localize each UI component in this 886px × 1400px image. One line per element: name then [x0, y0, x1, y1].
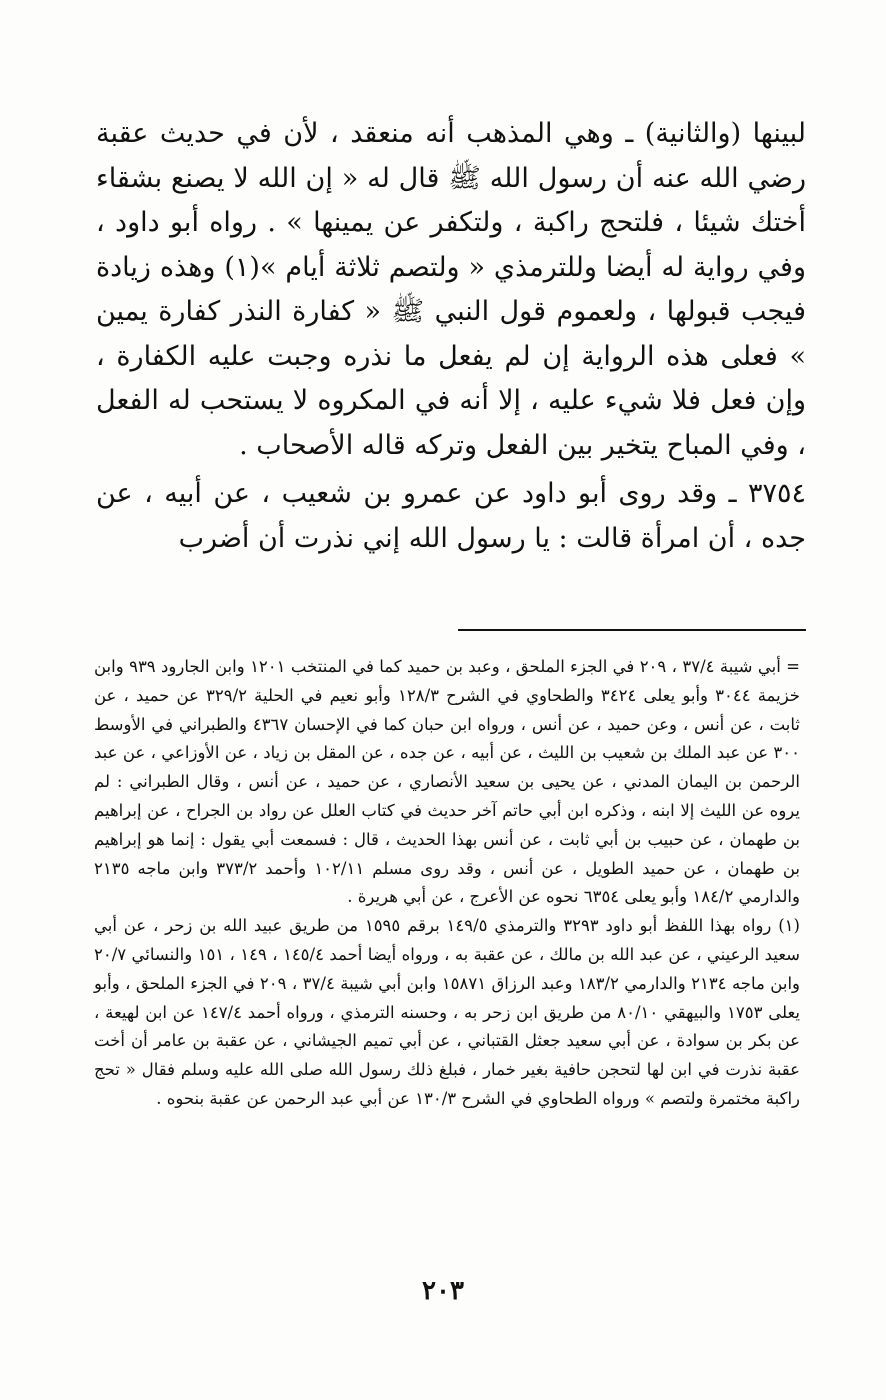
main-text	[96, 112, 806, 561]
paragraph-3754: ٣٧٥٤ ـ وقد روى أبو داود عن عمرو بن شعيب ، عن أبيه ، عن جده ، أن امرأة قالت : يا رسول الله إني نذرت أن أضرب	[96, 478, 806, 554]
footnote-1: (١) رواه بهذا اللفظ أبو داود ٣٢٩٣ والترمذي ١٤٩/٥ برقم ١٥٩٥ من طريق عبيد الله بن زحر ، عن أبي سعيد الرعيني ، عن عبد الله بن مالك ، عن عقبة به ، ورواه أيضا أحمد ١٤٥/٤ ، ١٤٩ ، ١٥١ والنسائي ٢٠/٧ وابن ماجه ٢١٣٤ والدارمي ١٨٣/٢ وعبد الرزاق ١٥٨٧١ وابن أبي شيبة ٣٧/٤ ، ٢٠٩ في الجزء الملحق ، وأبو يعلى ١٧٥٣ والبيهقي ٨٠/١٠ من طريق ابن زحر به ، وحسنه الترمذي ، ورواه أحمد ١٤٧/٤ عن ابن لهيعة ، عن بكر بن سوادة ، عن أبي سعيد جعثل القتباني ، عن أبي تميم الجيشاني ، عن عقبة بن عامر أن أخت عقبة نذرت في ابن لها لتحجن حافية بغير خمار ، فبلغ ذلك رسول الله صلى الله عليه وسلم فقال « تحج راكبة مختمرة ولتصم » ورواه الطحاوي في الشرح ١٣٠/٣ عن أبي عبد الرحمن عن عقبة بنحوه .	[94, 916, 801, 1108]
paragraph-1: لبينها (والثانية) ـ وهي المذهب أنه منعقد ، لأن في حديث عقبة رضي الله عنه أن رسول الله ﷺ قال له « إن الله لا يصنع بشقاء أختك شيئا ، فلتحج راكبة ، ولتكفر عن يمينها » . رواه أبو داود ، وفي رواية له أيضا وللترمذي « ولتصم ثلاثة أيام »(١) وهذه زيادة فيجب قبولها ، ولعموم قول النبي ﷺ « كفارة النذر كفارة يمين » فعلى هذه الرواية إن لم يفعل ما نذره وجبت عليه الكفارة ، وإن فعل فلا شيء عليه ، إلا أنه في المكروه لا يستحب له الفعل ، وفي المباح يتخير بين الفعل وتركه قاله الأصحاب .	[96, 118, 806, 461]
footnote-continuation: = أبي شيبة ٣٧/٤ ، ٢٠٩ في الجزء الملحق ، وعبد بن حميد كما في المنتخب ١٢٠١ وابن الجارود ٩٣٩ وابن خزيمة ٣٠٤٤ وأبو يعلى ٣٤٢٤ والطحاوي في الشرح ١٢٨/٣ وأبو نعيم في الحلية ٣٢٩/٢ عن حميد ، عن ثابت ، عن أنس ، وعن حميد ، عن أنس ، ورواه ابن حبان كما في الإحسان ٤٣٦٧ والطبراني في الأوسط ٣٠٠ عن عبد الملك بن شعيب بن الليث ، عن أبيه ، عن جده ، عن المقل بن زياد ، عن الأوزاعي ، عن عبد الرحمن بن اليمان المدني ، عن يحيى بن سعيد الأنصاري ، عن حميد ، عن أنس ، وقال الطبراني : لم يروه عن الليث إلا ابنه ، وذكره ابن أبي حاتم آخر حديث في كتاب العلل عن رواد بن الجراح ، عن إبراهيم بن طهمان ، عن حبيب بن أبي ثابت ، عن أنس بهذا الحديث ، قال : فسمعت أبي يقول : إنما هو إبراهيم بن طهمان ، عن حميد الطويل ، عن أنس ، وقد روى مسلم ١٠٢/١١ وأحمد ٣٧٣/٢ وابن ماجه ٢١٣٥ والدارمي ١٨٤/٢ وأبو يعلى ٦٣٥٤ نحوه عن الأعرج ، عن أبي هريرة .	[94, 657, 801, 907]
page-number: ٢٠٣	[422, 1276, 464, 1306]
footnotes	[94, 653, 800, 1114]
footnote-separator	[458, 629, 806, 631]
